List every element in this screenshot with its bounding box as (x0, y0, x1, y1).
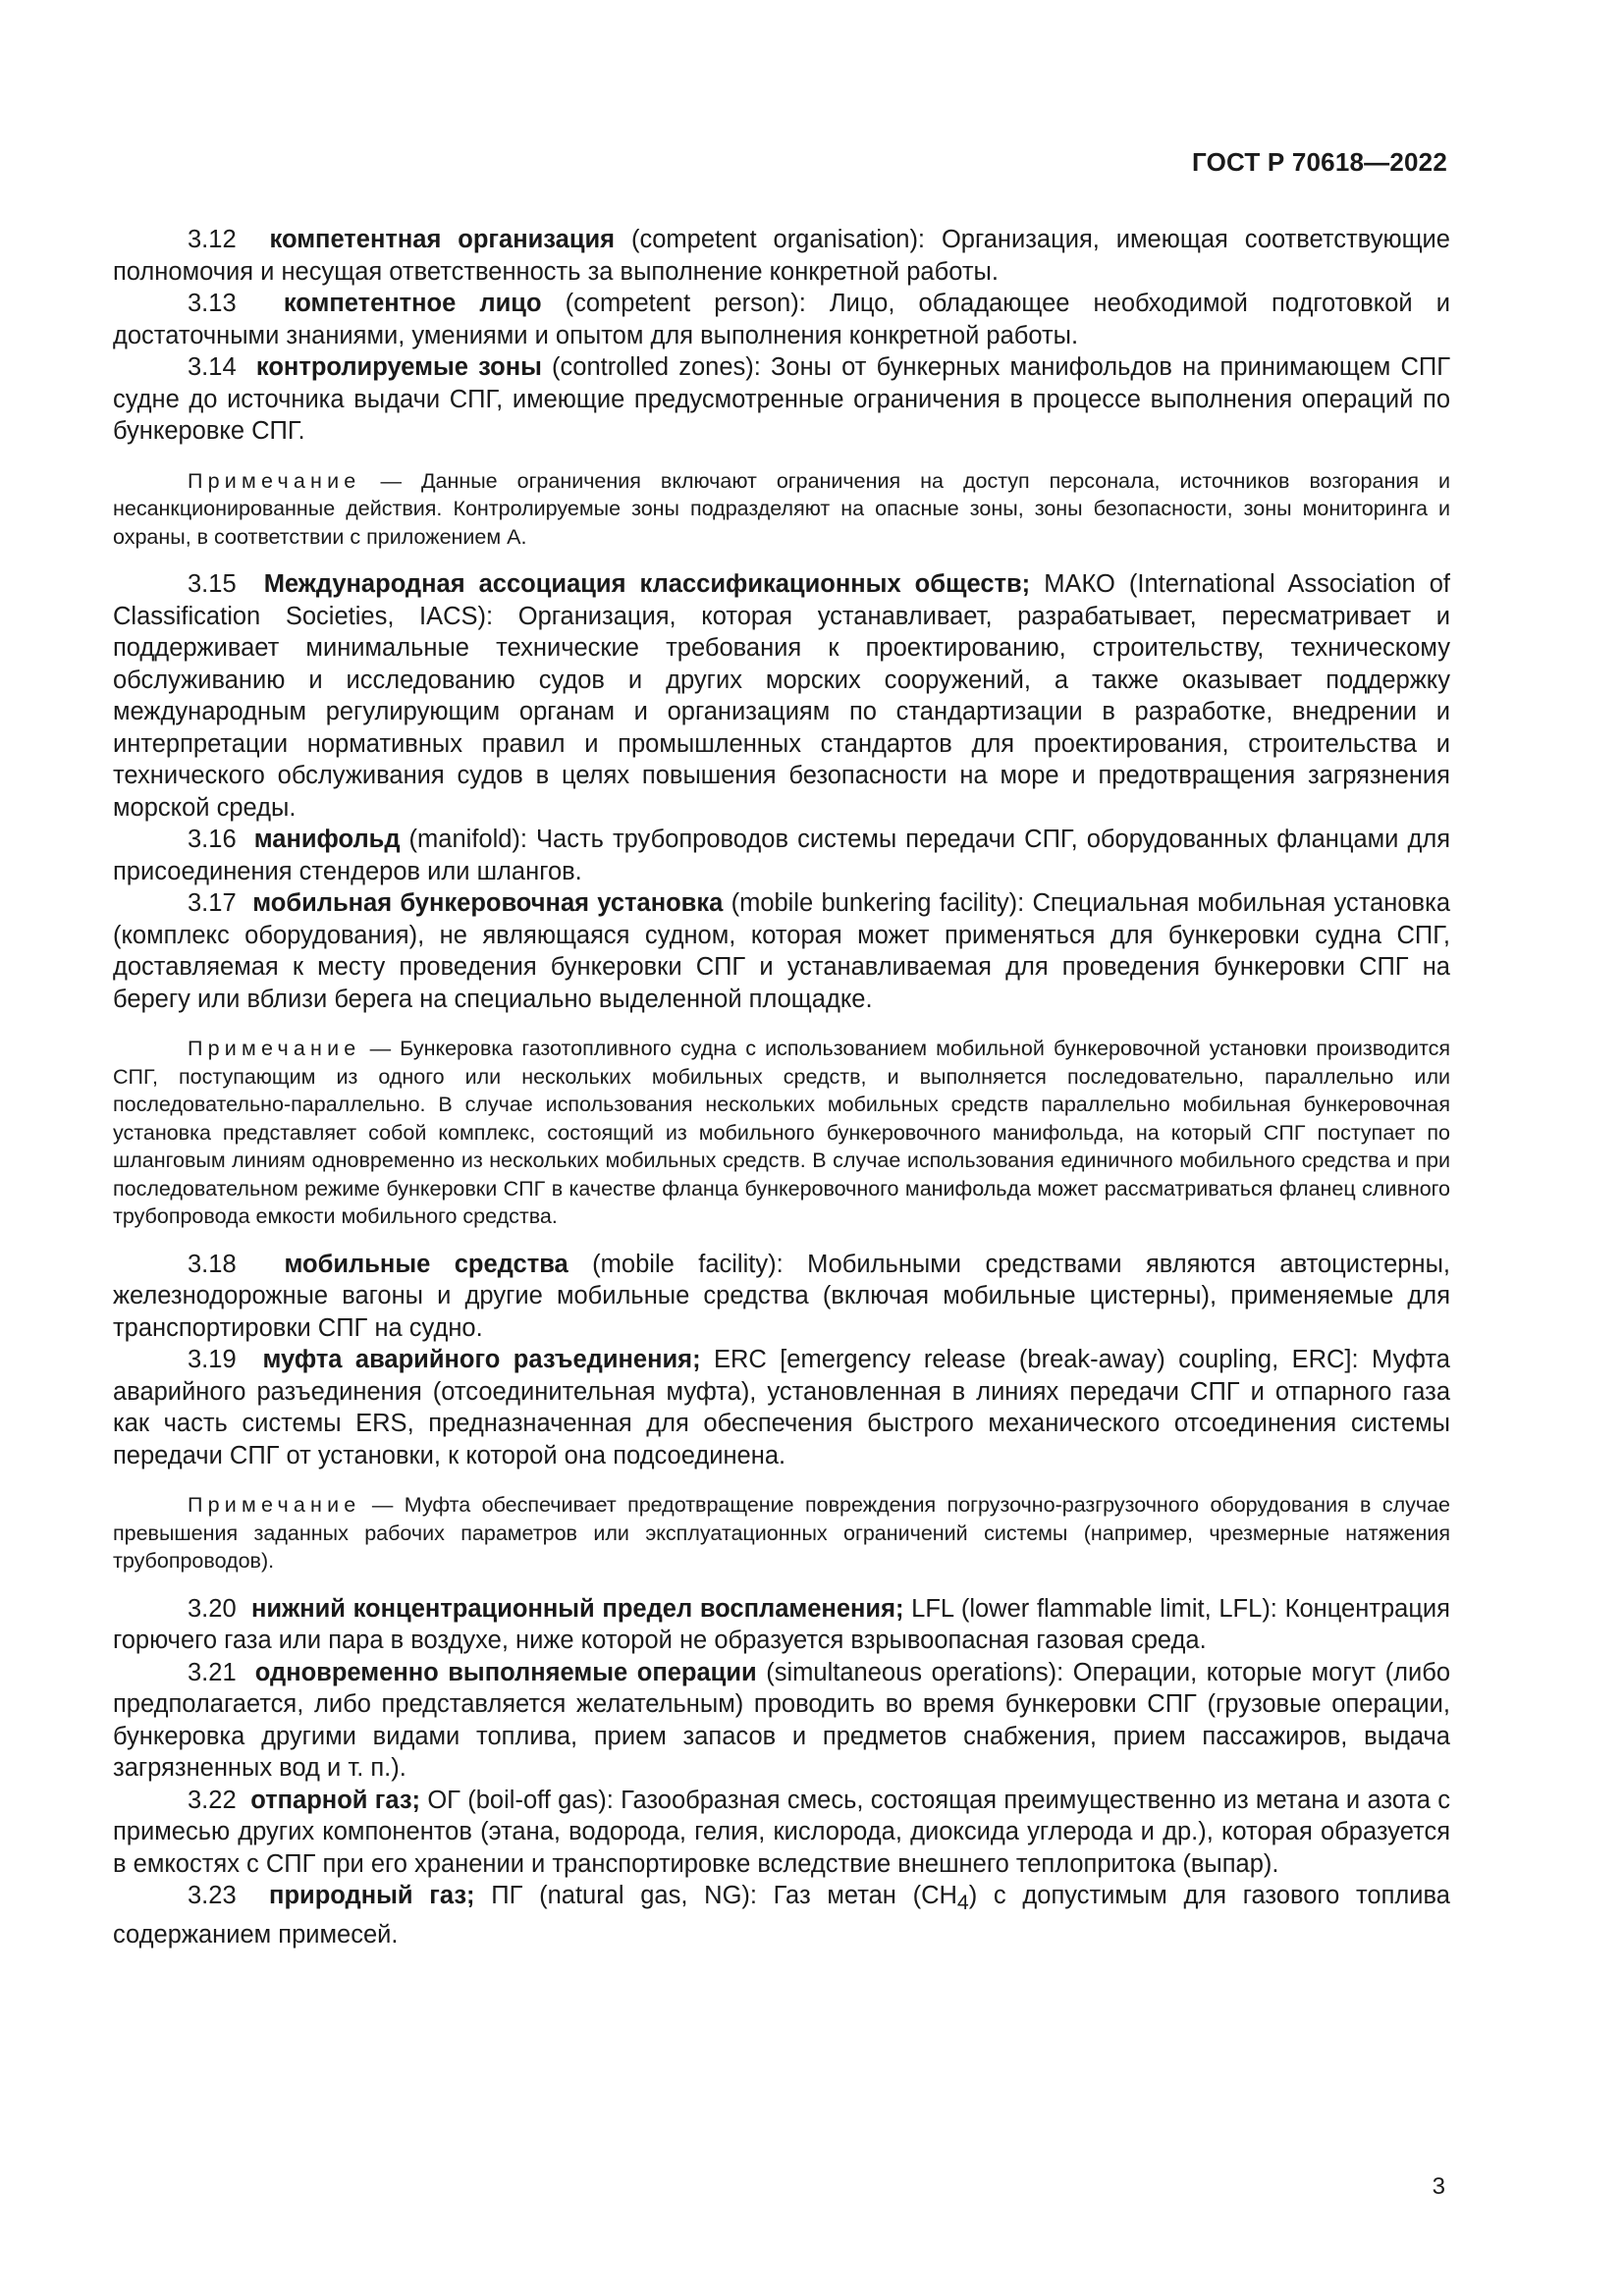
entry-number: 3.13 (188, 290, 237, 317)
page-number: 3 (1432, 2173, 1445, 2200)
entry-definition: (competent person): Лицо, обладающее необходимой подготовкой и достаточными знаниями, умениями и опытом для выполнения конкретной работы. (113, 290, 1450, 349)
entry-number: 3.19 (188, 1346, 237, 1373)
entry-definition-end: ) с допустимым для газового топлива содержанием примесей. (113, 1882, 1450, 1949)
entry-definition: (mobile bunkering facility): Специальная мобильная установка (комплекс оборудования), не являющаяся судном, которая может применяться для бункеровки судна СПГ, доставляемая к месту проведения бункеровки СПГ и устанавливаемая для проведения бункеровки СПГ на берегу или вблизи берега на специально выделенной площадке. (113, 889, 1450, 1013)
entry-definition: (controlled zones): Зоны от бункерных манифольдов на принимающем СПГ судне до источника выдачи СПГ, имеющие предусмотренные ограничения в процессе выполнения операций по бункеровке СПГ. (113, 353, 1451, 445)
entry-number: 3.14 (188, 353, 237, 381)
entry-definition: LFL (lower flammable limit, LFL): Концентрация горючего газа или пара в воздухе, ниже которой не образуется взрывоопасная газовая среда. (113, 1594, 1450, 1654)
note-3-14 (113, 467, 1450, 552)
note-3-17 (113, 1035, 1450, 1231)
document-body (113, 224, 1450, 1950)
entry-number: 3.22 (188, 1786, 237, 1814)
term-entry-3-23 (113, 1880, 1450, 1950)
note-text: — Данные ограничения включают ограничения на доступ персонала, источников возгорания и несанкционированные действия. Контролируемые зоны подразделяют на опасные зоны, зоны безопасности, зоны мониторинга и охраны, в соответствии с приложением А. (113, 468, 1450, 549)
entry-definition: МАКО (International Association of Classification Societies, IACS): Организация, которая устанавливает, разрабатывает, пересматривает и поддерживает минимальные технические требования к проектированию, строительству, техническому обслуживанию и исследованию судов и других морских сооружений, а также оказывает поддержку международным регулирующим органам и организациям по стандартизации в разработке, внедрении и интерпретации нормативных правил и промышленных стандартов для проектирования, строительства и технического обслуживания судов в целях повышения безопасности на море и предотвращения загрязнения морской среды. (113, 570, 1451, 822)
term-entry-3-15 (113, 568, 1450, 824)
note-text: — Муфта обеспечивает предотвращение повреждения погрузочно-разгрузочного оборудования в случае превышения заданных рабочих параметров или эксплуатационных ограничений системы (например, чрезмерные натяжения трубопроводов). (113, 1493, 1450, 1573)
note-label: Примечание (188, 468, 361, 493)
entry-number: 3.23 (188, 1882, 237, 1909)
entry-number: 3.17 (188, 889, 237, 917)
entry-term: контролируемые зоны (255, 353, 542, 381)
entry-term: муфта аварийного разъединения; (262, 1346, 701, 1373)
entry-term: отпарной газ; (250, 1786, 421, 1814)
entry-term: компетентная организация (269, 226, 616, 253)
entry-term: манифольд (253, 826, 401, 853)
entry-term: нижний концентрационный предел воспламенения; (251, 1594, 904, 1623)
note-label: Примечание (188, 1037, 361, 1060)
entry-definition: (mobile facility): Мобильными средствами являются автоцистерны, железнодорожные вагоны и другие мобильные средства (включая мобильные цистерны), применяемые для транспортировки СПГ на судно. (113, 1250, 1450, 1342)
entry-definition: (competent organisation): Организация, имеющая соответствующие полномочия и несущая ответственность за выполнение конкретной работы. (113, 226, 1450, 286)
note-label: Примечание (188, 1493, 361, 1517)
entry-term: Международная ассоциация классификационных обществ; (263, 570, 1031, 598)
term-entry-3-17 (113, 887, 1450, 1015)
entry-definition: ERC [emergency release (break-away) coupling, ERC]: Муфта аварийного разъединения (отсоединительная муфта), установленная в линиях передачи СПГ и отпарного газа как часть системы ERS, предназначенная для обеспечения быстрого механического отсоединения системы передачи СПГ от установки, к которой она подсоединена. (113, 1346, 1450, 1469)
term-entry-3-19 (113, 1344, 1450, 1471)
entry-number: 3.16 (188, 826, 237, 853)
entry-term: одновременно выполняемые операции (254, 1658, 757, 1686)
entry-term: мобильная бункеровочная установка (252, 889, 724, 917)
note-3-19 (113, 1491, 1450, 1575)
term-entry-3-13 (113, 288, 1450, 351)
entry-definition: (simultaneous operations): Операции, которые могут (либо предполагается, либо представляется желательным) проводить во время бункеровки СПГ (грузовые операции, бункеровка другими видами топлива, прием запасов и предметов снабжения, прием пассажиров, выдача загрязненных вод и т. п.). (113, 1658, 1451, 1782)
entry-number: 3.18 (188, 1250, 237, 1278)
entry-term: компетентное лицо (283, 290, 542, 317)
document-code: ГОСТ Р 70618—2022 (1192, 147, 1447, 177)
term-entry-3-14 (113, 351, 1450, 448)
entry-definition: ПГ (natural gas, NG): Газ метан (CH (474, 1882, 957, 1909)
entry-definition: ОГ (boil-off gas): Газообразная смесь, состоящая преимущественно из метана и азота с примесью других компонентов (этана, водорода, гелия, кислорода, диоксида углерода и др.), которая образуется в емкостях с СПГ при его хранении и транспортировке вследствие внешнего теплопритока (выпар). (113, 1786, 1450, 1878)
entry-term: природный газ; (269, 1882, 475, 1909)
entry-number: 3.12 (188, 226, 237, 253)
term-entry-3-21 (113, 1657, 1450, 1785)
entry-number: 3.20 (188, 1594, 237, 1623)
entry-term: мобильные средства (284, 1250, 568, 1278)
term-entry-3-18 (113, 1249, 1450, 1345)
note-text: — Бункеровка газотопливного судна с использованием мобильной бункеровочной установки производится СПГ, поступающим из одного или нескольких мобильных средств, и выполняется последовательно, параллельно или последовательно-параллельно. В случае использования нескольких мобильных средств параллельно мобильная бункеровочная установка представляет собой комплекс, состоящий из мобильного бункеровочного манифольда, на который СПГ поступает по шланговым линиям одновременно из нескольких мобильных средств. В случае использования единичного мобильного средства и при последовательном режиме бункеровки СПГ в качестве фланца бункеровочного манифольда может рассматриваться фланец сливного трубопровода емкости мобильного средства. (113, 1037, 1450, 1228)
term-entry-3-12 (113, 224, 1450, 288)
term-entry-3-20 (113, 1593, 1450, 1657)
subscript-4: 4 (956, 1891, 969, 1915)
term-entry-3-22 (113, 1785, 1450, 1881)
entry-definition: (manifold): Часть трубопроводов системы передачи СПГ, оборудованных фланцами для присоединения стендеров или шлангов. (113, 826, 1451, 885)
term-entry-3-16 (113, 824, 1450, 887)
entry-number: 3.21 (188, 1658, 237, 1686)
entry-number: 3.15 (188, 570, 237, 598)
